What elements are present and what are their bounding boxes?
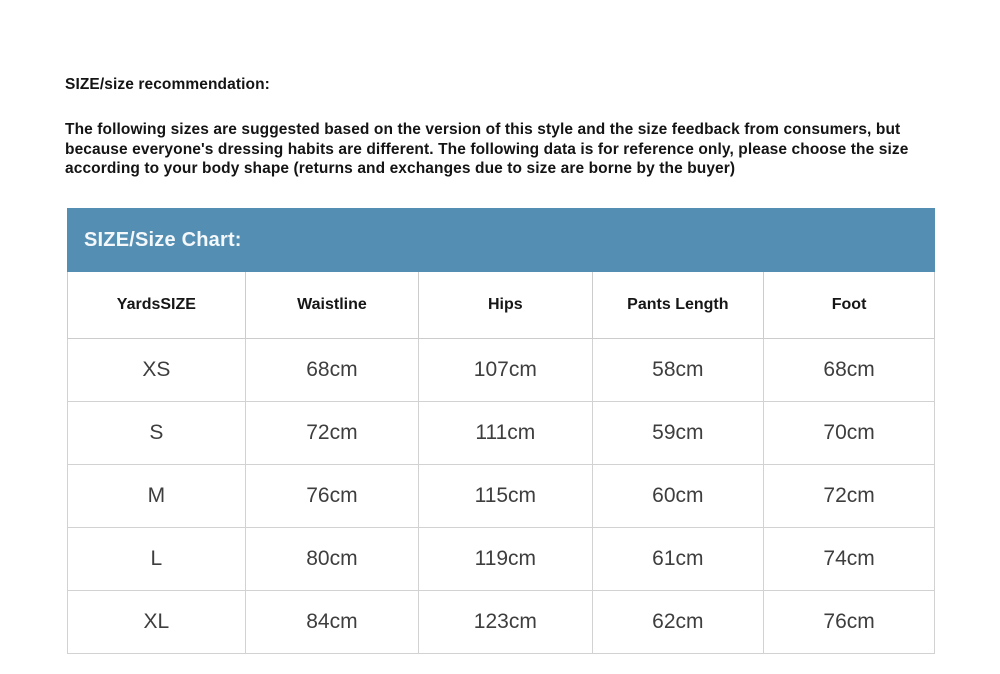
column-header-size: YardsSIZE: [68, 272, 246, 339]
size-chart-banner-title: SIZE/Size Chart:: [84, 228, 242, 251]
cell-foot: 74cm: [764, 528, 935, 591]
size-recommendation-title: SIZE/size recommendation:: [65, 76, 270, 93]
size-chart-banner: [67, 208, 935, 272]
cell-pants-length: 62cm: [592, 591, 764, 654]
cell-waistline: 68cm: [245, 339, 418, 402]
cell-hips: 115cm: [419, 465, 592, 528]
column-header-pants-length: Pants Length: [592, 272, 764, 339]
cell-foot: 70cm: [764, 402, 935, 465]
cell-pants-length: 59cm: [592, 402, 764, 465]
cell-waistline: 76cm: [245, 465, 418, 528]
cell-pants-length: 58cm: [592, 339, 764, 402]
column-header-foot: Foot: [764, 272, 935, 339]
cell-pants-length: 60cm: [592, 465, 764, 528]
cell-hips: 119cm: [419, 528, 592, 591]
table-header-row: [68, 272, 935, 339]
cell-size: XL: [68, 591, 246, 654]
cell-waistline: 72cm: [245, 402, 418, 465]
cell-hips: 111cm: [419, 402, 592, 465]
table-row: [68, 591, 935, 654]
cell-size: XS: [68, 339, 246, 402]
size-chart-section: [67, 208, 935, 654]
table-row: [68, 402, 935, 465]
cell-size: S: [68, 402, 246, 465]
size-recommendation-text: The following sizes are suggested based on the version of this style and the size feedback from consumers, but because everyone's dressing habits are different. The following data is for reference only, please choose the size according to your body shape (returns and exchanges due to size are borne by the buyer): [65, 121, 909, 177]
cell-foot: 68cm: [764, 339, 935, 402]
cell-hips: 123cm: [419, 591, 592, 654]
cell-foot: 76cm: [764, 591, 935, 654]
cell-foot: 72cm: [764, 465, 935, 528]
cell-pants-length: 61cm: [592, 528, 764, 591]
cell-waistline: 84cm: [245, 591, 418, 654]
table-row: [68, 339, 935, 402]
cell-size: M: [68, 465, 246, 528]
column-header-hips: Hips: [419, 272, 592, 339]
cell-size: L: [68, 528, 246, 591]
table-row: [68, 528, 935, 591]
column-header-waistline: Waistline: [245, 272, 418, 339]
size-chart-table: [67, 272, 935, 654]
cell-waistline: 80cm: [245, 528, 418, 591]
table-row: [68, 465, 935, 528]
cell-hips: 107cm: [419, 339, 592, 402]
